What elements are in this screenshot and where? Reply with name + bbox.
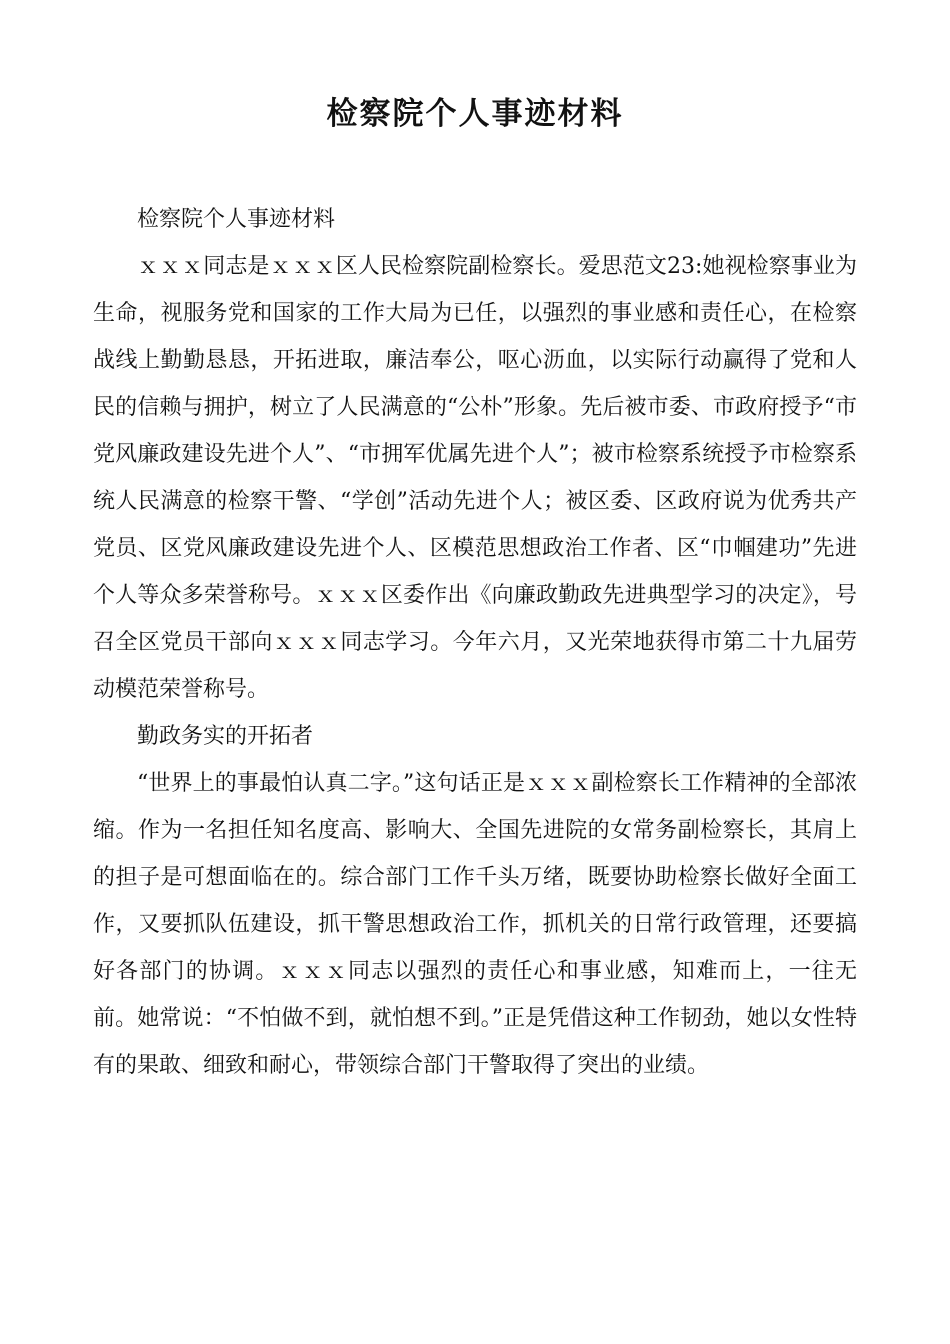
- section-heading: 勤政务实的开拓者: [137, 724, 314, 749]
- paragraph-heading: 检察院个人事迹材料: [137, 207, 336, 232]
- paragraph-section: “世界上的事最怕认真二字。”这句话正是ｘｘｘ副检察长工作精神的全部浓缩。作为一名担任知名度高、影响大、全国先进院的女常务副检察长，其肩上的担子是可想面临在的。综合部门工作千头万绪，既要协助检察长做好全面工作，又要抓队伍建设，抓干警思想政治工作，抓机关的日常行政管理，还要搞好各部门的协调。ｘｘｘ同志以强烈的责任心和事业感，知难而上，一往无前。她常说：“不怕做不到，就怕想不到。”正是凭借这种工作韧劲，她以女性特有的果敢、细致和耐心，带领综合部门干警取得了突出的业绩。: [93, 771, 857, 1078]
- paragraph-intro: ｘｘｘ同志是ｘｘｘ区人民检察院副检察长。爱思范文23:她视检察事业为生命，视服务党和国家的工作大局为已任，以强烈的事业感和责任心，在检察战线上勤勤恳恳，开拓进取，廉洁奉公，呕心沥血，以实际行动赢得了党和人民的信赖与拥护，树立了人民满意的“公朴”形象。先后被市委、市政府授予“市党风廉政建设先进个人”、“市拥军优属先进个人”；被市检察系统授予市检察系统人民满意的检察干警、“学创”活动先进个人；被区委、区政府说为优秀共产党员、区党风廉政建设先进个人、区模范思想政治工作者、区“巾帼建功”先进个人等众多荣誉称号。ｘｘｘ区委作出《向廉政勤政先进典型学习的决定》，号召全区党员干部向ｘｘｘ同志学习。今年六月，又光荣地获得市第二十九届劳动模范荣誉称号。: [93, 254, 857, 702]
- document-title: 检察院个人事迹材料: [326, 96, 624, 132]
- document-body: [93, 196, 857, 1089]
